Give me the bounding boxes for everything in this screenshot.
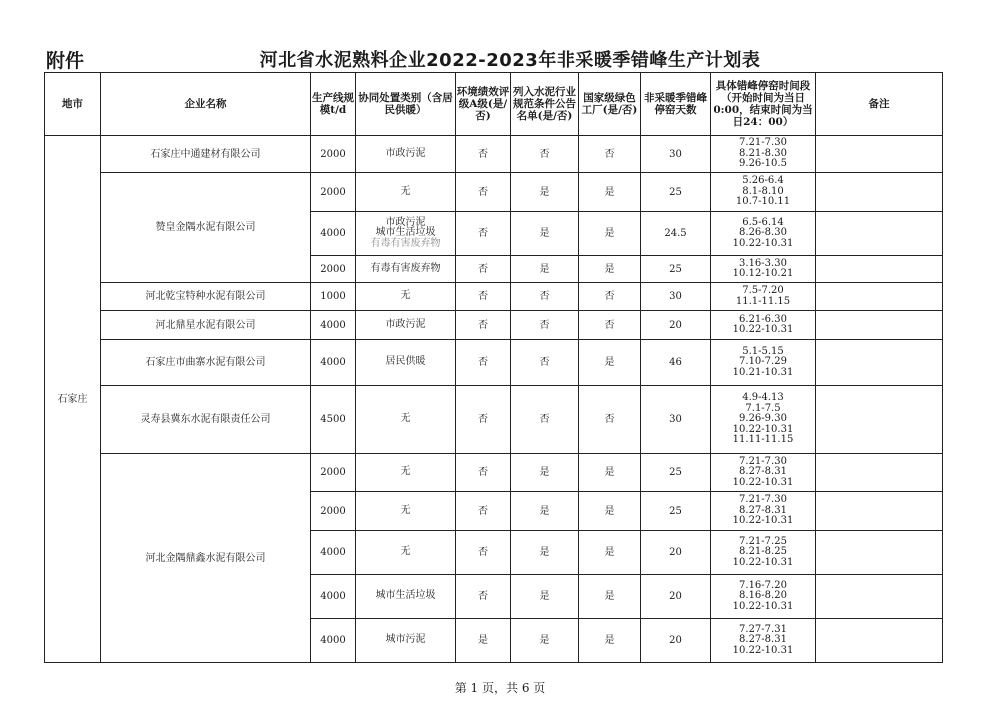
coprocess-item: 无 (400, 546, 411, 558)
remark-cell (816, 173, 943, 212)
period-item: 10.22-10.31 (732, 556, 794, 568)
period-item: 11.1-11.15 (735, 295, 791, 307)
period-item: 7.21-7.30 (739, 494, 787, 506)
green-factory-cell: 是 (579, 454, 641, 492)
coprocess-cell (356, 454, 456, 492)
green-factory-cell: 否 (579, 283, 641, 311)
period-item: 10.22-10.31 (732, 423, 794, 435)
period-item: 10.21-10.31 (732, 366, 794, 378)
coprocess-cell (356, 386, 456, 454)
scale-cell: 2000 (311, 173, 356, 212)
scale-cell: 4000 (311, 531, 356, 575)
periods-cell (711, 311, 816, 340)
days-cell: 30 (641, 283, 711, 311)
city-cell: 石家庄 (45, 136, 101, 663)
header-city: 地市 (45, 73, 101, 136)
period-item: 7.27-7.31 (739, 623, 787, 635)
listed-cell: 否 (511, 386, 579, 454)
scale-cell: 4000 (311, 619, 356, 663)
days-cell: 25 (641, 173, 711, 212)
period-item: 10.7-10.11 (735, 196, 791, 208)
env-a-cell: 否 (456, 531, 511, 575)
periods-cell (711, 575, 816, 619)
coprocess-item: 有毒有害废弃物 (370, 262, 441, 274)
remark-cell (816, 311, 943, 340)
company-name-cell: 赞皇金隅水泥有限公司 (101, 173, 311, 283)
listed-cell: 是 (511, 173, 579, 212)
env-a-cell: 否 (456, 575, 511, 619)
coprocess-cell (356, 340, 456, 386)
document-title: 河北省水泥熟料企业2022-2023年非采暖季错峰生产计划表 (259, 50, 761, 71)
period-item: 8.16-8.20 (739, 590, 787, 602)
company-name-cell: 灵寿县冀东水泥有限责任公司 (101, 386, 311, 454)
period-item: 10.12-10.21 (732, 268, 794, 279)
periods-cell (711, 256, 816, 283)
green-factory-cell: 是 (579, 619, 641, 663)
env-a-cell: 否 (456, 173, 511, 212)
env-a-cell: 是 (456, 619, 511, 663)
period-item: 7.10-7.29 (739, 356, 787, 368)
coprocess-item: 城市生活垃圾 (375, 590, 436, 602)
period-item: 6.5-6.14 (742, 216, 784, 228)
coprocess-item: 城市生活垃圾 (375, 227, 436, 239)
header-coprocess: 协同处置类别（含居民供暖） (356, 73, 456, 136)
scale-cell: 2000 (311, 492, 356, 531)
period-item: 9.26-10.5 (739, 158, 787, 170)
table-row (45, 311, 943, 340)
green-factory-cell: 否 (579, 136, 641, 173)
period-item: 6.21-6.30 (739, 313, 787, 325)
days-cell: 30 (641, 136, 711, 173)
remark-cell (816, 212, 943, 256)
env-a-cell: 否 (456, 212, 511, 256)
listed-cell: 否 (511, 340, 579, 386)
env-a-cell: 否 (456, 256, 511, 283)
table-row (45, 173, 943, 212)
green-factory-cell: 是 (579, 256, 641, 283)
green-factory-cell: 是 (579, 173, 641, 212)
days-cell: 20 (641, 311, 711, 340)
period-item: 7.5-7.20 (742, 285, 784, 296)
header-scale: 生产线规模t/d (311, 73, 356, 136)
scale-cell: 2000 (311, 136, 356, 173)
days-cell: 24.5 (641, 212, 711, 256)
days-cell: 46 (641, 340, 711, 386)
coprocess-cell (356, 283, 456, 311)
green-factory-cell: 否 (579, 386, 641, 454)
env-a-cell: 否 (456, 454, 511, 492)
listed-cell: 是 (511, 575, 579, 619)
periods-cell (711, 340, 816, 386)
listed-cell: 是 (511, 256, 579, 283)
table-row (45, 386, 943, 454)
coprocess-cell (356, 619, 456, 663)
coprocess-item: 居民供暖 (385, 356, 426, 368)
scale-cell: 2000 (311, 454, 356, 492)
coprocess-item: 市政污泥 (385, 147, 426, 159)
coprocess-cell (356, 136, 456, 173)
period-item: 8.27-8.31 (739, 504, 787, 516)
listed-cell: 是 (511, 531, 579, 575)
coprocess-cell (356, 173, 456, 212)
remark-cell (816, 575, 943, 619)
periods-cell (711, 283, 816, 311)
coprocess-cell (356, 575, 456, 619)
env-a-cell: 否 (456, 340, 511, 386)
coprocess-item: 无 (400, 413, 411, 425)
scale-cell: 4000 (311, 340, 356, 386)
period-item: 10.22-10.31 (732, 476, 794, 488)
company-name-cell: 河北金隅鼎鑫水泥有限公司 (101, 454, 311, 663)
header-days: 非采暖季错峰停窑天数 (641, 73, 711, 136)
periods-cell (711, 531, 816, 575)
listed-cell: 是 (511, 492, 579, 531)
period-item: 7.21-7.25 (739, 535, 787, 547)
period-item: 8.1-8.10 (742, 185, 784, 197)
period-item: 11.11-11.15 (732, 434, 794, 446)
company-name-cell: 石家庄中通建材有限公司 (101, 136, 311, 173)
listed-cell: 否 (511, 311, 579, 340)
coprocess-item: 市政污泥 (385, 318, 426, 330)
period-item: 7.21-7.30 (739, 455, 787, 467)
period-item: 10.22-10.31 (732, 644, 794, 656)
days-cell: 30 (641, 386, 711, 454)
company-name-cell: 河北乾宝特种水泥有限公司 (101, 283, 311, 311)
days-cell: 25 (641, 454, 711, 492)
coprocess-item: 无 (400, 290, 411, 302)
coprocess-item: 无 (400, 466, 411, 478)
company-name-cell: 石家庄市曲寨水泥有限公司 (101, 340, 311, 386)
scale-cell: 4000 (311, 575, 356, 619)
table-row (45, 283, 943, 311)
scale-cell: 1000 (311, 283, 356, 311)
table-row (45, 340, 943, 386)
periods-cell (711, 454, 816, 492)
periods-cell (711, 173, 816, 212)
days-cell: 20 (641, 531, 711, 575)
days-cell: 20 (641, 575, 711, 619)
period-item: 9.26-9.30 (739, 413, 787, 425)
listed-cell: 是 (511, 212, 579, 256)
header-green: 国家级绿色工厂(是/否) (579, 73, 641, 136)
scale-cell: 4000 (311, 311, 356, 340)
table-row (45, 454, 943, 492)
days-cell: 20 (641, 619, 711, 663)
scale-cell: 2000 (311, 256, 356, 283)
plan-table (44, 72, 943, 663)
remark-cell (816, 340, 943, 386)
listed-cell: 否 (511, 136, 579, 173)
periods-cell (711, 492, 816, 531)
coprocess-item: 市政污泥 (385, 216, 426, 228)
remark-cell (816, 492, 943, 531)
env-a-cell: 否 (456, 492, 511, 531)
period-item: 4.9-4.13 (742, 392, 784, 404)
period-item: 3.16-3.30 (739, 257, 787, 269)
env-a-cell: 否 (456, 136, 511, 173)
period-item: 7.1-7.5 (745, 402, 781, 414)
coprocess-item: 无 (400, 504, 411, 516)
green-factory-cell: 是 (579, 212, 641, 256)
periods-cell (711, 212, 816, 256)
coprocess-cell (356, 212, 456, 256)
periods-cell (711, 619, 816, 663)
coprocess-cell (356, 256, 456, 283)
header-company: 企业名称 (101, 73, 311, 136)
coprocess-cell (356, 531, 456, 575)
period-item: 5.1-5.15 (742, 345, 784, 357)
remark-cell (816, 256, 943, 283)
period-item: 8.21-8.30 (739, 147, 787, 159)
green-factory-cell: 是 (579, 531, 641, 575)
green-factory-cell: 是 (579, 492, 641, 531)
remark-cell (816, 619, 943, 663)
env-a-cell: 否 (456, 386, 511, 454)
period-item: 10.22-10.31 (732, 324, 794, 335)
period-item: 8.27-8.31 (739, 634, 787, 646)
env-a-cell: 否 (456, 283, 511, 311)
remark-cell (816, 136, 943, 173)
listed-cell: 是 (511, 619, 579, 663)
periods-cell (711, 386, 816, 454)
coprocess-item: 城市污泥 (385, 634, 426, 646)
days-cell: 25 (641, 492, 711, 531)
env-a-cell: 否 (456, 311, 511, 340)
green-factory-cell: 否 (579, 311, 641, 340)
remark-cell (816, 386, 943, 454)
scale-cell: 4000 (311, 212, 356, 256)
period-item: 7.21-7.30 (739, 137, 787, 149)
header-row (45, 73, 943, 136)
coprocess-cell (356, 492, 456, 531)
listed-cell: 是 (511, 454, 579, 492)
header-remark: 备注 (816, 73, 943, 136)
remark-cell (816, 531, 943, 575)
period-item: 5.26-6.4 (742, 175, 784, 187)
table-row (45, 136, 943, 173)
header-listed: 列入水泥行业规范条件公告名单(是/否) (511, 73, 579, 136)
coprocess-item: 有毒有害废弃物 (370, 237, 441, 249)
listed-cell: 否 (511, 283, 579, 311)
green-factory-cell: 是 (579, 575, 641, 619)
header-periods: 具体错峰停窑时间段（开始时间为当日0:00，结束时间为当日24：00） (711, 73, 816, 136)
period-item: 8.27-8.31 (739, 466, 787, 478)
period-item: 10.22-10.31 (732, 600, 794, 612)
period-item: 8.21-8.25 (739, 546, 787, 558)
header-env-a: 环境绩效评级A级(是/否) (456, 73, 511, 136)
remark-cell (816, 454, 943, 492)
attachment-label: 附件 (46, 50, 85, 72)
period-item: 8.26-8.30 (739, 227, 787, 239)
period-item: 7.16-7.20 (739, 579, 787, 591)
period-item: 10.22-10.31 (732, 515, 794, 527)
remark-cell (816, 283, 943, 311)
periods-cell (711, 136, 816, 173)
days-cell: 25 (641, 256, 711, 283)
coprocess-item: 无 (400, 185, 411, 197)
scale-cell: 4500 (311, 386, 356, 454)
period-item: 10.22-10.31 (732, 237, 794, 249)
page-footer: 第 1 页，共 6 页 (454, 681, 546, 695)
company-name-cell: 河北鼎星水泥有限公司 (101, 311, 311, 340)
coprocess-cell (356, 311, 456, 340)
green-factory-cell: 是 (579, 340, 641, 386)
